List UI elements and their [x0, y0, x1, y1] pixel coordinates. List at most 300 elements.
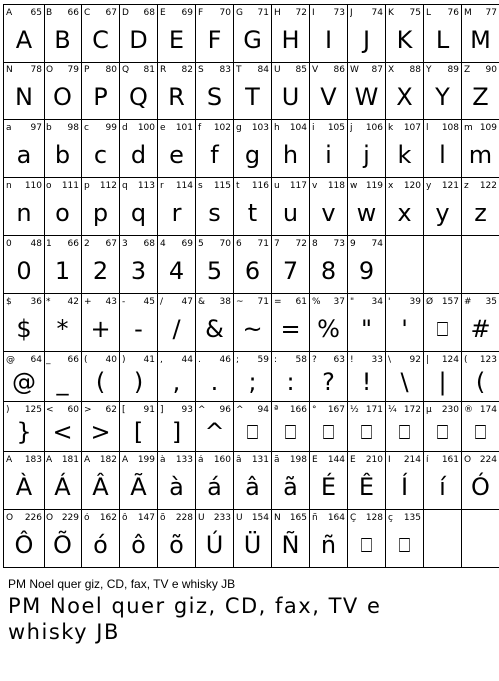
glyph-code: 123: [479, 355, 497, 365]
glyph-char: Q: [122, 65, 130, 75]
glyph-label: [160, 355, 193, 366]
glyph-sample: (: [95, 368, 106, 396]
glyph-sample: J: [362, 26, 371, 54]
glyph-cell: [120, 178, 158, 236]
glyph-label: [160, 513, 193, 524]
glyph-label: [426, 8, 459, 19]
glyph-label: [350, 455, 383, 466]
glyph-label: [350, 355, 383, 366]
glyph-code: 59: [257, 355, 269, 365]
glyph-code: 62: [105, 405, 117, 415]
glyph-cell: [234, 510, 272, 568]
glyph-label: [6, 181, 42, 192]
glyph-char: ": [350, 297, 355, 307]
glyph-sample: Ü: [243, 531, 262, 559]
glyph-cell: [310, 4, 348, 63]
glyph-label: [426, 123, 459, 134]
glyph-sample: ?: [322, 368, 335, 396]
glyph-cell: [386, 120, 424, 178]
glyph-code: 82: [181, 65, 193, 75]
glyph-char: b: [46, 123, 52, 133]
glyph-sample: Ô: [14, 531, 34, 559]
glyph-code: 73: [333, 8, 345, 18]
glyph-label: [6, 355, 42, 366]
glyph-cell: [82, 294, 120, 352]
glyph-label: [46, 123, 79, 134]
glyph-label: [160, 8, 193, 19]
glyph-cell: [3, 236, 45, 294]
glyph-char: ª: [274, 405, 279, 415]
glyph-label: [312, 297, 345, 308]
glyph-label: [6, 65, 42, 76]
glyph-label: [350, 239, 383, 250]
glyph-label: [122, 239, 155, 250]
glyph-row: [3, 62, 496, 120]
glyph-label: [388, 181, 421, 192]
glyph-label: [84, 65, 117, 76]
glyph-cell: [348, 236, 386, 294]
glyph-row: [3, 236, 496, 294]
glyph-code: 233: [213, 513, 231, 523]
glyph-sample: &: [205, 315, 224, 343]
glyph-char: C: [84, 8, 91, 18]
glyph-code: 37: [333, 297, 345, 307]
glyph-char: ): [122, 355, 126, 365]
glyph-char: $: [6, 297, 12, 307]
glyph-label: [426, 297, 459, 308]
glyph-char: ': [388, 297, 391, 307]
glyph-sample: ⎕: [246, 420, 259, 444]
glyph-sample: y: [435, 199, 450, 227]
glyph-sample: :: [286, 368, 295, 396]
glyph-cell: [462, 178, 499, 236]
glyph-cell: [158, 510, 196, 568]
glyph-label: [122, 405, 155, 416]
glyph-label: [198, 8, 231, 19]
glyph-sample: w: [356, 199, 377, 227]
glyph-char: ®: [464, 405, 473, 415]
glyph-char: À: [6, 455, 13, 465]
glyph-char: r: [160, 181, 164, 191]
glyph-cell: [158, 236, 196, 294]
glyph-sample: ]: [171, 418, 182, 446]
glyph-label: [236, 297, 269, 308]
glyph-label: [388, 123, 421, 134]
glyph-cell: [158, 62, 196, 120]
glyph-cell: [120, 4, 158, 63]
glyph-sample: X: [396, 83, 413, 111]
glyph-cell: [234, 62, 272, 120]
glyph-cell: [158, 120, 196, 178]
glyph-sample: [424, 526, 461, 564]
glyph-char: x: [388, 181, 394, 191]
glyph-char: V: [312, 65, 319, 75]
glyph-cell: [234, 120, 272, 178]
glyph-code: 125: [24, 405, 42, 415]
glyph-code: 80: [105, 65, 117, 75]
glyph-char: Ç: [350, 513, 357, 523]
glyph-label: [236, 405, 269, 416]
glyph-cell: [120, 510, 158, 568]
glyph-sample: l: [439, 141, 446, 169]
glyph-label: [236, 239, 269, 250]
glyph-code: 119: [365, 181, 383, 191]
glyph-label: [198, 239, 231, 250]
glyph-code: 41: [143, 355, 155, 365]
glyph-char: >: [84, 405, 92, 415]
glyph-label: [46, 355, 79, 366]
glyph-code: 117: [289, 181, 307, 191]
glyph-sample: 4: [168, 257, 185, 285]
glyph-cell: [462, 294, 499, 352]
glyph-char: h: [274, 123, 280, 133]
glyph-cell: [462, 236, 499, 294]
glyph-code: 70: [219, 239, 231, 249]
glyph-cell: [462, 510, 499, 568]
glyph-sample: >: [90, 418, 111, 446]
glyph-char: |: [426, 355, 430, 365]
glyph-label: [6, 123, 42, 134]
glyph-code: 69: [181, 239, 193, 249]
glyph-label: [84, 123, 117, 134]
glyph-sample: \: [400, 368, 409, 396]
glyph-code: 172: [403, 405, 421, 415]
glyph-code: 73: [333, 239, 345, 249]
glyph-row: [3, 510, 496, 568]
glyph-code: 94: [257, 405, 269, 415]
glyph-label: [464, 297, 497, 308]
glyph-sample: ~: [242, 315, 263, 343]
glyph-char: o: [46, 181, 52, 191]
sample-caption: PM Noel quer giz, CD, fax, TV e whisky JB: [8, 577, 236, 591]
glyph-sample: R: [168, 83, 185, 111]
glyph-cell: [272, 4, 310, 63]
glyph-cell: [196, 4, 234, 63]
glyph-sample: #: [470, 315, 491, 343]
glyph-cell: [234, 178, 272, 236]
glyph-label: [464, 355, 497, 366]
glyph-sample: Y: [435, 83, 450, 111]
glyph-cell: [44, 236, 82, 294]
glyph-char: Ü: [236, 513, 243, 523]
glyph-sample: +: [90, 315, 111, 343]
glyph-cell: [310, 352, 348, 402]
glyph-cell: [82, 402, 120, 452]
glyph-sample: Â: [92, 473, 109, 501]
glyph-char: Â: [84, 455, 91, 465]
glyph-char: 4: [160, 239, 166, 249]
glyph-sample: %: [317, 315, 340, 343]
glyph-cell: [462, 62, 499, 120]
glyph-char: y: [426, 181, 432, 191]
glyph-cell: [234, 294, 272, 352]
glyph-cell: [424, 4, 462, 63]
glyph-label: [274, 123, 307, 134]
glyph-sample: ⎕: [322, 420, 335, 444]
glyph-code: 164: [327, 513, 345, 523]
glyph-label: [198, 65, 231, 76]
glyph-char: (: [464, 355, 468, 365]
glyph-char: Õ: [46, 513, 54, 523]
glyph-cell: [158, 452, 196, 510]
glyph-cell: [462, 402, 499, 452]
glyph-code: 61: [295, 297, 307, 307]
glyph-sample: [: [133, 418, 144, 446]
glyph-cell: [272, 120, 310, 178]
glyph-cell: [424, 352, 462, 402]
glyph-code: 35: [485, 297, 497, 307]
glyph-cell: [386, 452, 424, 510]
glyph-sample: !: [361, 368, 372, 396]
glyph-cell: [3, 352, 45, 402]
glyph-code: 78: [30, 65, 42, 75]
glyph-char: g: [236, 123, 242, 133]
glyph-sample: _: [56, 368, 69, 396]
glyph-code: 165: [289, 513, 307, 523]
glyph-char: B: [46, 8, 53, 18]
glyph-cell: [348, 294, 386, 352]
glyph-label: [274, 181, 307, 192]
glyph-cell: [158, 178, 196, 236]
glyph-cell: [82, 62, 120, 120]
glyph-sample: x: [397, 199, 412, 227]
glyph-sample: j: [363, 141, 370, 169]
glyph-sample: ': [401, 315, 408, 343]
glyph-label: [426, 65, 459, 76]
glyph-label: [160, 455, 193, 466]
glyph-label: [160, 297, 193, 308]
glyph-sample: F: [207, 26, 222, 54]
glyph-sample: Á: [54, 473, 71, 501]
glyph-sample: 5: [206, 257, 223, 285]
glyph-cell: [386, 352, 424, 402]
glyph-code: 109: [479, 123, 497, 133]
glyph-sample: <: [52, 418, 73, 446]
glyph-label: [198, 181, 231, 192]
glyph-label: [464, 405, 497, 416]
glyph-char: 5: [198, 239, 204, 249]
glyph-cell: [348, 62, 386, 120]
glyph-row: [3, 294, 496, 352]
glyph-label: [84, 455, 117, 466]
glyph-code: 84: [257, 65, 269, 75]
glyph-label: [46, 239, 79, 250]
glyph-code: 71: [257, 297, 269, 307]
glyph-char: T: [236, 65, 242, 75]
glyph-sample: U: [281, 83, 300, 111]
glyph-sample: N: [15, 83, 33, 111]
glyph-label: [46, 297, 79, 308]
glyph-code: 102: [213, 123, 231, 133]
glyph-sample: b: [54, 141, 71, 169]
glyph-label: [312, 181, 345, 192]
glyph-cell: [272, 402, 310, 452]
glyph-sample: 0: [16, 257, 32, 285]
glyph-sample: Ñ: [281, 531, 300, 559]
glyph-label: [312, 8, 345, 19]
glyph-code: 174: [479, 405, 497, 415]
glyph-char: 1: [46, 239, 52, 249]
glyph-char: /: [160, 297, 164, 307]
glyph-char: v: [312, 181, 318, 191]
glyph-cell: [424, 236, 462, 294]
glyph-sample: S: [206, 83, 223, 111]
glyph-char: n: [6, 181, 12, 191]
glyph-cell: [386, 62, 424, 120]
glyph-code: 183: [24, 455, 42, 465]
glyph-code: 214: [403, 455, 421, 465]
glyph-sample: z: [474, 199, 487, 227]
glyph-code: 128: [365, 513, 383, 523]
glyph-cell: [310, 452, 348, 510]
glyph-label: [388, 8, 421, 19]
glyph-cell: [44, 452, 82, 510]
glyph-cell: [424, 402, 462, 452]
glyph-cell: [424, 178, 462, 236]
glyph-cell: [196, 294, 234, 352]
glyph-char: d: [122, 123, 128, 133]
glyph-char: Í: [388, 455, 391, 465]
glyph-cell: [44, 294, 82, 352]
glyph-cell: [272, 510, 310, 568]
glyph-cell: [348, 452, 386, 510]
glyph-code: 87: [371, 65, 383, 75]
glyph-char: 0: [6, 239, 12, 249]
glyph-code: 98: [67, 123, 79, 133]
glyph-cell: [120, 402, 158, 452]
glyph-cell: [462, 452, 499, 510]
glyph-cell: [272, 352, 310, 402]
glyph-char: \: [388, 355, 392, 365]
glyph-char: !: [350, 355, 354, 365]
glyph-sample: ⎕: [474, 420, 487, 444]
glyph-code: 74: [371, 239, 383, 249]
glyph-label: [388, 297, 421, 308]
glyph-char: ): [6, 405, 10, 415]
glyph-row: [3, 352, 496, 402]
glyph-label: [198, 405, 231, 416]
glyph-sample: h: [282, 141, 299, 169]
glyph-char: ^: [198, 405, 206, 415]
glyph-sample: ⎕: [436, 420, 449, 444]
glyph-sample: -: [134, 315, 143, 343]
glyph-char: ô: [122, 513, 128, 523]
glyph-sample: u: [282, 199, 299, 227]
glyph-sample: ^: [204, 418, 225, 446]
glyph-sample: p: [92, 199, 109, 227]
glyph-sample: 8: [320, 257, 337, 285]
glyph-char: Y: [426, 65, 432, 75]
glyph-label: [350, 181, 383, 192]
glyph-char: N: [6, 65, 13, 75]
glyph-sample: Í: [400, 473, 409, 501]
glyph-cell: [348, 402, 386, 452]
glyph-sample: ,: [172, 368, 181, 396]
glyph-cell: [120, 236, 158, 294]
glyph-cell: [196, 352, 234, 402]
glyph-code: 76: [447, 8, 459, 18]
glyph-cell: [82, 510, 120, 568]
glyph-row: [3, 120, 496, 178]
glyph-code: 229: [61, 513, 79, 523]
glyph-sample: q: [130, 199, 147, 227]
glyph-sample: /: [172, 315, 181, 343]
glyph-label: [388, 355, 421, 366]
glyph-char: ?: [312, 355, 317, 365]
glyph-label: [274, 8, 307, 19]
glyph-char: #: [464, 297, 472, 307]
glyph-label: [274, 239, 307, 250]
glyph-label: [388, 65, 421, 76]
glyph-code: 121: [441, 181, 459, 191]
glyph-char: 2: [84, 239, 90, 249]
glyph-label: [312, 65, 345, 76]
glyph-label: [464, 181, 497, 192]
glyph-char: Ê: [350, 455, 356, 465]
glyph-label: [160, 65, 193, 76]
glyph-label: [236, 181, 269, 192]
glyph-code: 106: [365, 123, 383, 133]
glyph-char: :: [274, 355, 278, 365]
glyph-cell: [386, 510, 424, 568]
glyph-char: Ó: [464, 455, 472, 465]
glyph-code: 48: [30, 239, 42, 249]
glyph-cell: [348, 510, 386, 568]
glyph-label: [46, 65, 79, 76]
glyph-char: Ú: [198, 513, 205, 523]
glyph-sample: á: [207, 473, 222, 501]
glyph-label: [274, 355, 307, 366]
glyph-code: 64: [30, 355, 42, 365]
glyph-sample: à: [169, 473, 184, 501]
glyph-label: [122, 297, 155, 308]
glyph-code: 71: [257, 239, 269, 249]
glyph-char: Á: [46, 455, 53, 465]
glyph-label: [160, 405, 193, 416]
glyph-char: A: [6, 8, 13, 18]
glyph-code: 131: [251, 455, 269, 465]
glyph-code: 43: [105, 297, 117, 307]
glyph-code: 74: [371, 8, 383, 18]
glyph-char: ~: [236, 297, 244, 307]
glyph-code: 39: [409, 297, 421, 307]
glyph-code: 181: [61, 455, 79, 465]
glyph-char: ó: [84, 513, 90, 523]
glyph-char: U: [274, 65, 281, 75]
glyph-char: q: [122, 181, 128, 191]
glyph-cell: [310, 236, 348, 294]
glyph-char: e: [160, 123, 166, 133]
glyph-code: 66: [67, 239, 79, 249]
glyph-code: 91: [143, 405, 155, 415]
glyph-code: 42: [67, 297, 79, 307]
glyph-label: [84, 239, 117, 250]
glyph-char: G: [236, 8, 243, 18]
glyph-char: s: [198, 181, 203, 191]
glyph-char: I: [312, 8, 315, 18]
glyph-label: [464, 455, 497, 466]
glyph-sample: m: [468, 141, 493, 169]
glyph-code: 162: [99, 513, 117, 523]
glyph-label: [350, 405, 383, 416]
glyph-code: 161: [441, 455, 459, 465]
glyph-sample: ): [133, 368, 144, 396]
glyph-label: [426, 455, 459, 466]
glyph-sample: Ê: [358, 473, 375, 501]
glyph-sample: À: [15, 473, 33, 501]
glyph-sample: Ú: [205, 531, 224, 559]
glyph-char: W: [350, 65, 359, 75]
